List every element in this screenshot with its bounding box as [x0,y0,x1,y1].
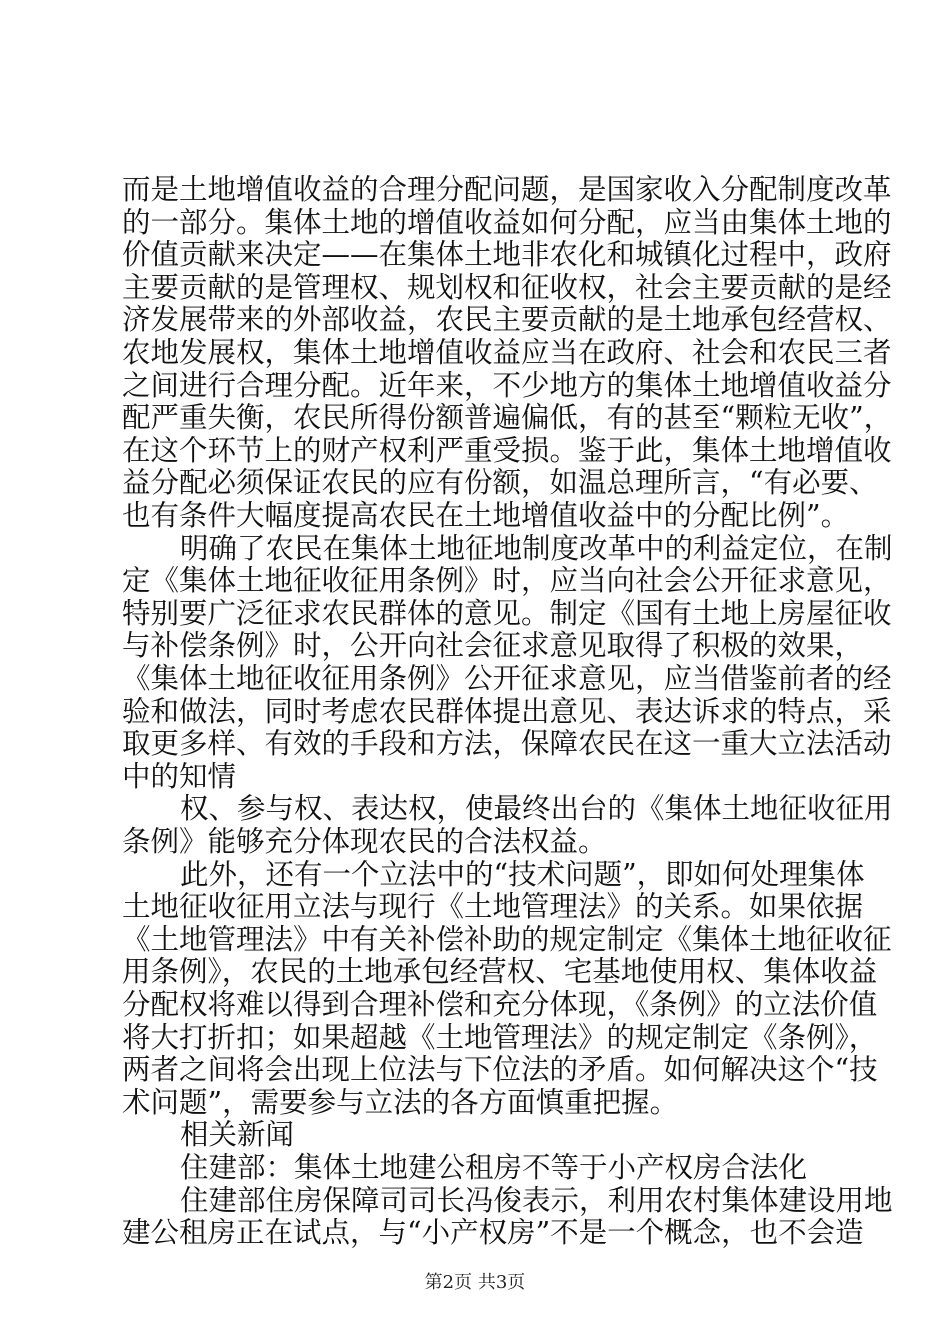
body-line: 也有条件大幅度提高农民在土地增值收益中的分配比例”。 [122,499,850,532]
section-heading: 相关新闻 [180,1118,295,1152]
body-line: 价值贡献来决定——在集体土地非农化和城镇化过程中，政府 [122,238,892,272]
body-line: 与补偿条例》时，公开向社会征求意见取得了积极的效果， [122,629,864,663]
body-line: 配严重失衡，农民所得份额普遍偏低，有的甚至“颗粒无收”， [122,401,893,435]
body-line: 益分配必须保证农民的应有份额，如温总理所言，“有必要、 [122,466,878,500]
body-line: 分配权将难以得到合理补偿和充分体现，《条例》的立法价值 [122,988,878,1021]
body-line: 而是土地增值收益的合理分配问题，是国家收入分配制度改革 [122,173,892,206]
news-headline: 住建部：集体土地建公租房不等于小产权房合法化 [180,1151,808,1184]
body-line: 定《集体土地征收征用条例》时，应当向社会公开征求意见， [122,564,892,598]
body-line: 农地发展权，集体土地增值收益应当在政府、社会和农民三者 [122,336,892,369]
body-line: 建公租房正在试点，与“小产权房”不是一个概念，也不会造 [122,1216,864,1250]
body-line: 的一部分。集体土地的增值收益如何分配，应当由集体土地的 [122,205,892,239]
body-line: 在这个环节上的财产权利严重受损。鉴于此，集体土地增值收 [122,433,892,467]
body-line: 《土地管理法》中有关补偿补助的规定制定《集体土地征收征 [122,922,892,956]
paragraph-start-line: 权、参与权、表达权，使最终出台的《集体土地征收征用 [180,792,893,826]
body-line: 取更多样、有效的手段和方法，保障农民在这一重大立法活动 [122,727,892,761]
body-line: 两者之间将会出现上位法与下位法的矛盾。如何解决这个“技 [122,1053,878,1087]
paragraph-start-line: 住建部住房保障司司长冯俊表示，利用农村集体建设用地 [180,1183,893,1217]
body-line: 济发展带来的外部收益，农民主要贡献的是土地承包经营权、 [122,303,892,337]
body-line: 将大打折扣；如果超越《土地管理法》的规定制定《条例》， [122,1020,878,1054]
body-line: 中的知情 [122,759,237,793]
body-line: 之间进行合理分配。近年来，不少地方的集体土地增值收益分 [122,368,892,402]
body-line: 特别要广泛征求农民群体的意见。制定《国有土地上房屋征收 [122,596,892,630]
body-line: 用条例》，农民的土地承包经营权、宅基地使用权、集体收益 [122,955,878,989]
page-footer: 第2页 共3页 [424,1272,526,1293]
body-line: 条例》能够充分体现农民的合法权益。 [122,825,607,858]
body-line: 术问题”，需要参与立法的各方面慎重把握。 [122,1085,679,1119]
body-line: 验和做法，同时考虑农民群体提出意见、表达诉求的特点，采 [122,694,892,728]
body-line: 《集体土地征收征用条例》公开征求意见，应当借鉴前者的经 [122,662,892,695]
body-line: 土地征收征用立法与现行《土地管理法》的关系。如果依据 [122,890,864,924]
paragraph-start-line: 明确了农民在集体土地征地制度改革中的利益定位，在制 [180,531,893,565]
body-line: 主要贡献的是管理权、规划权和征收权，社会主要贡献的是经 [122,270,892,304]
paragraph-start-line: 此外，还有一个立法中的“技术问题”，即如何处理集体 [180,857,865,891]
